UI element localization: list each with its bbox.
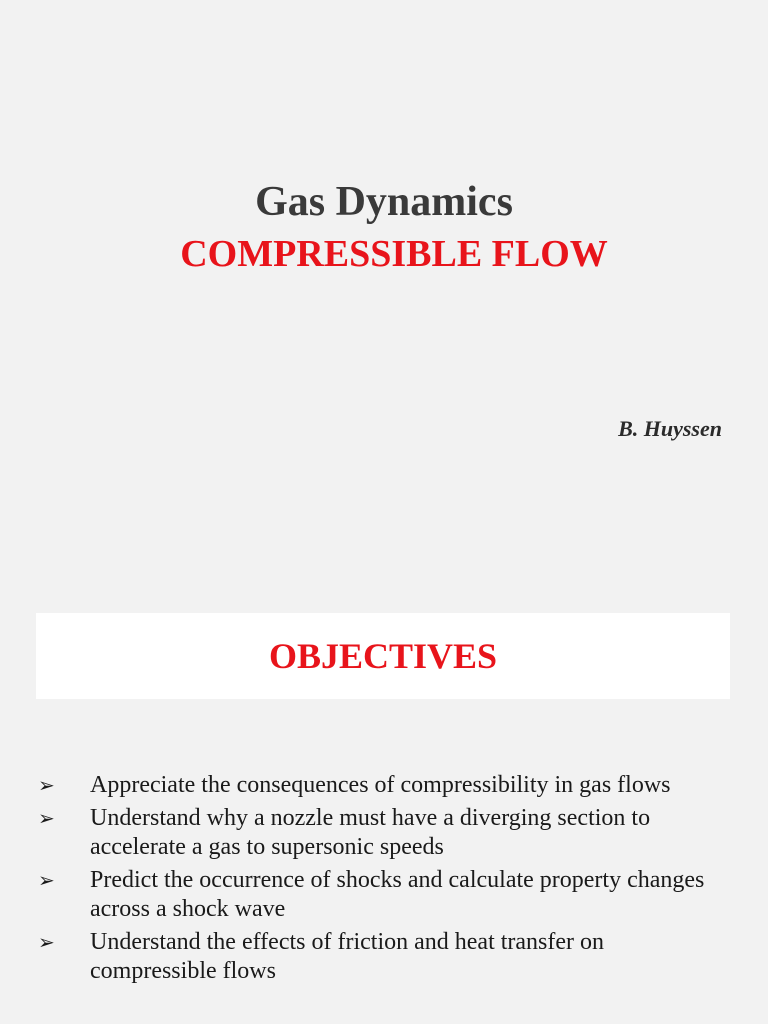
objective-item [38,804,728,862]
objective-text: Understand the effects of friction and heat transfer on compressible flows [90,929,605,984]
objective-item [38,928,728,986]
objectives-banner [36,613,730,699]
slide-title: Gas Dynamics [255,179,513,225]
objective-item [38,771,728,800]
arrow-bullet-icon: ➢ [38,930,55,954]
arrow-bullet-icon: ➢ [38,773,55,797]
objectives-list [38,771,728,990]
objective-text: Understand why a nozzle must have a diverging section to accelerate a gas to supersonic speeds [90,805,651,860]
slide-subtitle: COMPRESSIBLE FLOW [180,233,608,275]
objectives-heading: OBJECTIVES [268,636,498,676]
arrow-bullet-icon: ➢ [38,868,55,892]
objective-text: Predict the occurrence of shocks and calculate property changes across a shock wave [90,867,705,922]
arrow-bullet-icon: ➢ [38,806,55,830]
author-name: B. Huyssen [618,416,722,441]
objective-item [38,866,728,924]
objective-text: Appreciate the consequences of compressibility in gas flows [90,772,671,798]
